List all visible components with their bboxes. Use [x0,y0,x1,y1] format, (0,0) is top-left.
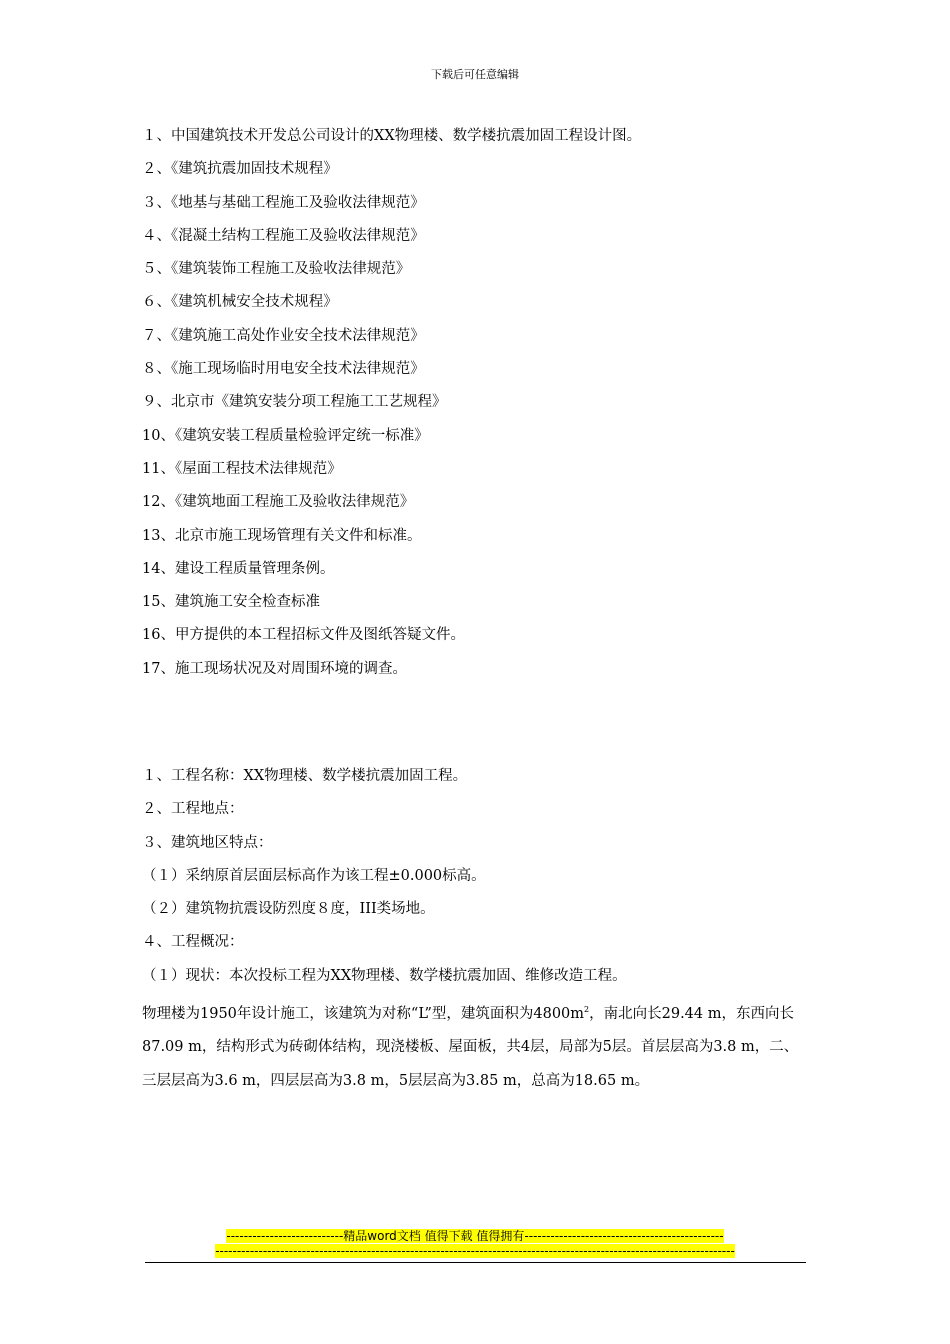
building-description [142,993,810,1098]
reference-item: ４、《混凝土结构工程施工及验收法律规范》 [142,227,425,244]
reference-item: ２、《建筑抗震加固技术规程》 [142,161,338,178]
footer-banner-2 [0,1244,950,1259]
project-item: ４、工程概况： [142,934,244,951]
reference-item: ５、《建筑装饰工程施工及验收法律规范》 [142,261,411,278]
reference-item: 16、甲方提供的本工程招标文件及图纸答疑文件。 [142,627,465,644]
description-text-continued: ，南北向长29.44 m，东西向长87.09 m，结构形式为砖砌体结构，现浇楼板、屋面板，共4层，局部为5层。首层层高为3.8 m，二、三层层高为3.6 m，四层层高为3.8 m，5层层高为3.85 m，总高为18.65 m。 [142,1006,799,1089]
reference-item: 17、施工现场状况及对周围环境的调查。 [142,660,407,677]
project-item: １、工程名称：XX物理楼、数学楼抗震加固工程。 [142,768,468,784]
reference-item: ３、《地基与基础工程施工及验收法律规范》 [142,194,425,211]
project-item: （１）现状：本次投标工程为XX物理楼、数学楼抗震加固、维修改造工程。 [142,967,627,984]
reference-item: ８、《施工现场临时用电安全技术法律规范》 [142,361,425,378]
reference-item: １、中国建筑技术开发总公司设计的XX物理楼、数学楼抗震加固工程设计图。 [142,128,642,144]
footer-banner-1 [0,1229,950,1244]
page-header: 下载后可任意编辑 [431,68,519,81]
project-item: （２）建筑物抗震设防烈度８度，III类场地。 [142,901,435,918]
description-text: 物理楼为1950年设计施工，该建筑为对称“L”型，建筑面积为4800m [142,1006,585,1022]
reference-item: ９、北京市《建筑安装分项工程施工工艺规程》 [142,394,447,411]
reference-item: 10、《建筑安装工程质量检验评定统一标准》 [142,427,429,444]
reference-item: 14、建设工程质量管理条例。 [142,560,335,577]
project-item: ３、建筑地区特点： [142,834,273,851]
reference-item: 15、建筑施工安全检查标准 [142,594,320,611]
project-item: ２、工程地点： [142,801,244,818]
footer-banner-dashes: ------------------------------------------------------------------------------------------------------------------------ [215,1244,735,1258]
project-item: （１）采纳原首层面层标高作为该工程±0.000标高。 [142,867,486,884]
footer-rule [145,1262,806,1263]
footer-banner-text: ---------------------------精品word文档 值得下载 值得拥有---------------------------------------------- [226,1229,724,1243]
reference-item: 11、《屋面工程技术法律规范》 [142,460,342,477]
reference-list [142,120,641,686]
area-superscript: 2 [584,1005,590,1014]
reference-item: 12、《建筑地面工程施工及验收法律规范》 [142,494,415,511]
reference-item: 13、北京市施工现场管理有关文件和标准。 [142,527,422,544]
project-overview-list [142,760,627,993]
reference-item: ６、《建筑机械安全技术规程》 [142,294,338,311]
reference-item: ７、《建筑施工高处作业安全技术法律规范》 [142,327,425,344]
